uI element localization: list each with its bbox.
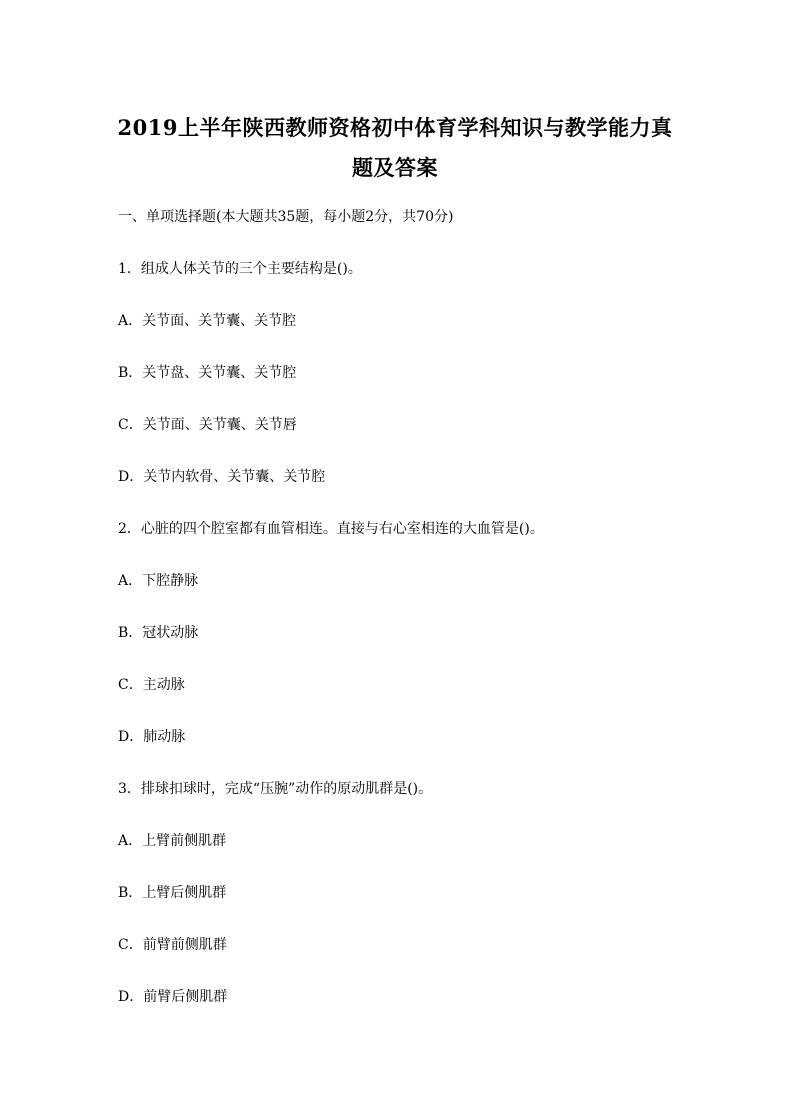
question-option: B．关节盘、关节囊、关节腔 [118,365,297,381]
question-option: D．关节内软骨、关节囊、关节腔 [118,469,326,485]
question-option: B．冠状动脉 [118,625,199,641]
question-option: B．上臂后侧肌群 [118,885,227,901]
section-heading: 一、单项选择题(本大题共35题，每小题2分，共70分) [118,209,454,225]
question-option: A．关节面、关节囊、关节腔 [118,313,297,329]
question-option: C．主动脉 [118,677,185,693]
question-stem: 3．排球扣球时，完成“压腕”动作的原动肌群是()。 [118,781,433,797]
document-title-line-2: 题及答案 [352,155,438,180]
question-option: A．下腔静脉 [118,573,199,589]
question-option: C．关节面、关节囊、关节唇 [118,417,297,433]
question-option: D．前臂后侧肌群 [118,989,228,1005]
question-option: D．肺动脉 [118,729,186,745]
question-option: C．前臂前侧肌群 [118,937,227,953]
question-option: A．上臂前侧肌群 [118,833,227,849]
document-title-line-1: 2019上半年陕西教师资格初中体育学科知识与教学能力真 [117,115,673,140]
question-stem: 2．心脏的四个腔室都有血管相连。直接与右心室相连的大血管是()。 [118,521,544,537]
question-stem: 1．组成人体关节的三个主要结构是()。 [118,261,362,277]
